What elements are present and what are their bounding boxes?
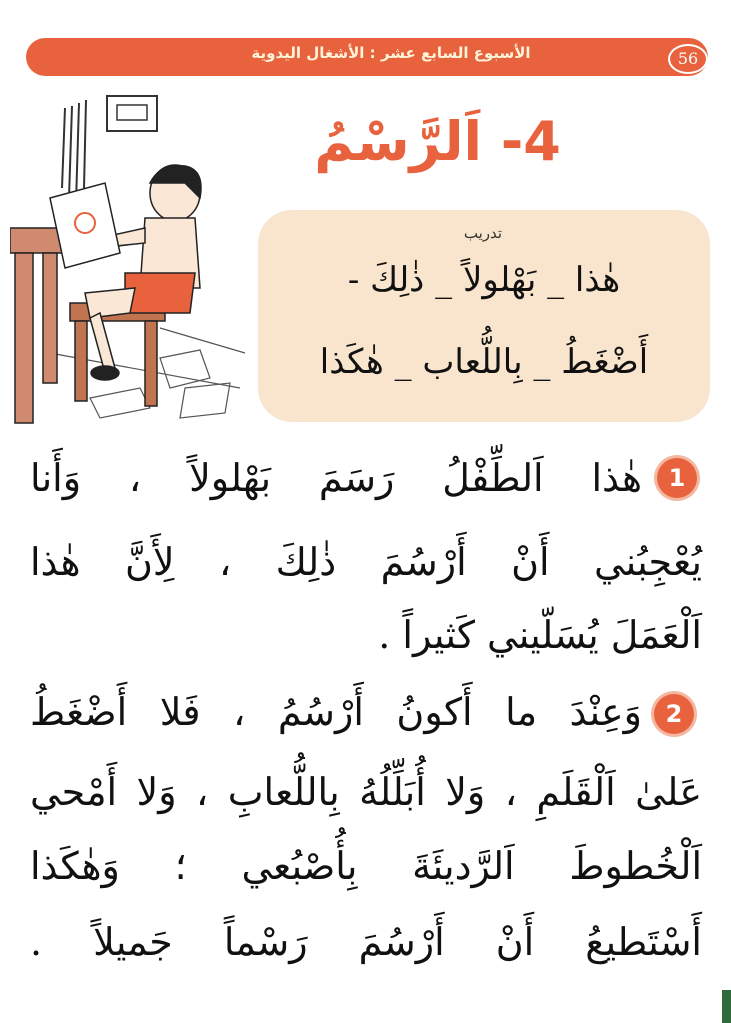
paragraph-number-badge: 1: [657, 458, 697, 498]
paragraph-2-line-4: أَسْتَطيعُ أَنْ أَرْسُمَ رَسْماً جَميلاً .: [30, 920, 702, 964]
drill-label: تدريب: [463, 224, 503, 242]
paragraph-2-line-3: اَلْخُطوطَ اَلرَّديئَةَ بِأُصْبُعي ؛ وَهٰكَذا: [30, 844, 702, 888]
picture-frame: [107, 96, 157, 131]
paragraph-1-line-1: هٰذا اَلطِّفْلُ رَسَمَ بَهْلولاً ، وَأَنا: [30, 456, 642, 500]
paragraph-number-badge: 2: [654, 694, 694, 734]
boy-drawing-illustration: [10, 88, 250, 433]
paragraph-1-line-2: يُعْجِبُني أَنْ أَرْسُمَ ذٰلِكَ ، لِأَنَّ هٰذا: [30, 540, 702, 584]
stool: [70, 303, 165, 406]
page-number: 56: [668, 44, 708, 74]
paragraph-1-line-3: اَلْعَمَلَ يُسَلّيني كَثيراً .: [378, 613, 702, 657]
wall-stripes: [62, 100, 86, 203]
header-title: الأسبوع السابع عشر : الأشغال اليدوية: [251, 44, 531, 62]
drill-line-2: أَضْغَطُ _ بِاللُّعاب _ هٰكَذا: [319, 342, 649, 382]
paragraph-2-line-1: وَعِنْدَ ما أَكونُ أَرْسُمُ ، فَلا أَضْغَطُ: [30, 690, 642, 734]
paragraph-2-line-2: عَلىٰ اَلْقَلَمِ ، وَلا أُبَلِّلُهُ بِاللُّعابِ ، وَلا أَمْحي: [30, 770, 702, 814]
table: [10, 228, 65, 423]
drill-box: [258, 210, 710, 422]
page-edge-mark: [722, 990, 731, 1023]
lesson-title: 4- اَلرَّسْمُ: [314, 110, 561, 173]
header-bar: [26, 38, 708, 76]
drawing-paper: [50, 183, 120, 268]
drill-line-1: هٰذا _ بَهْلولاً _ ذٰلِكَ -: [347, 260, 621, 300]
